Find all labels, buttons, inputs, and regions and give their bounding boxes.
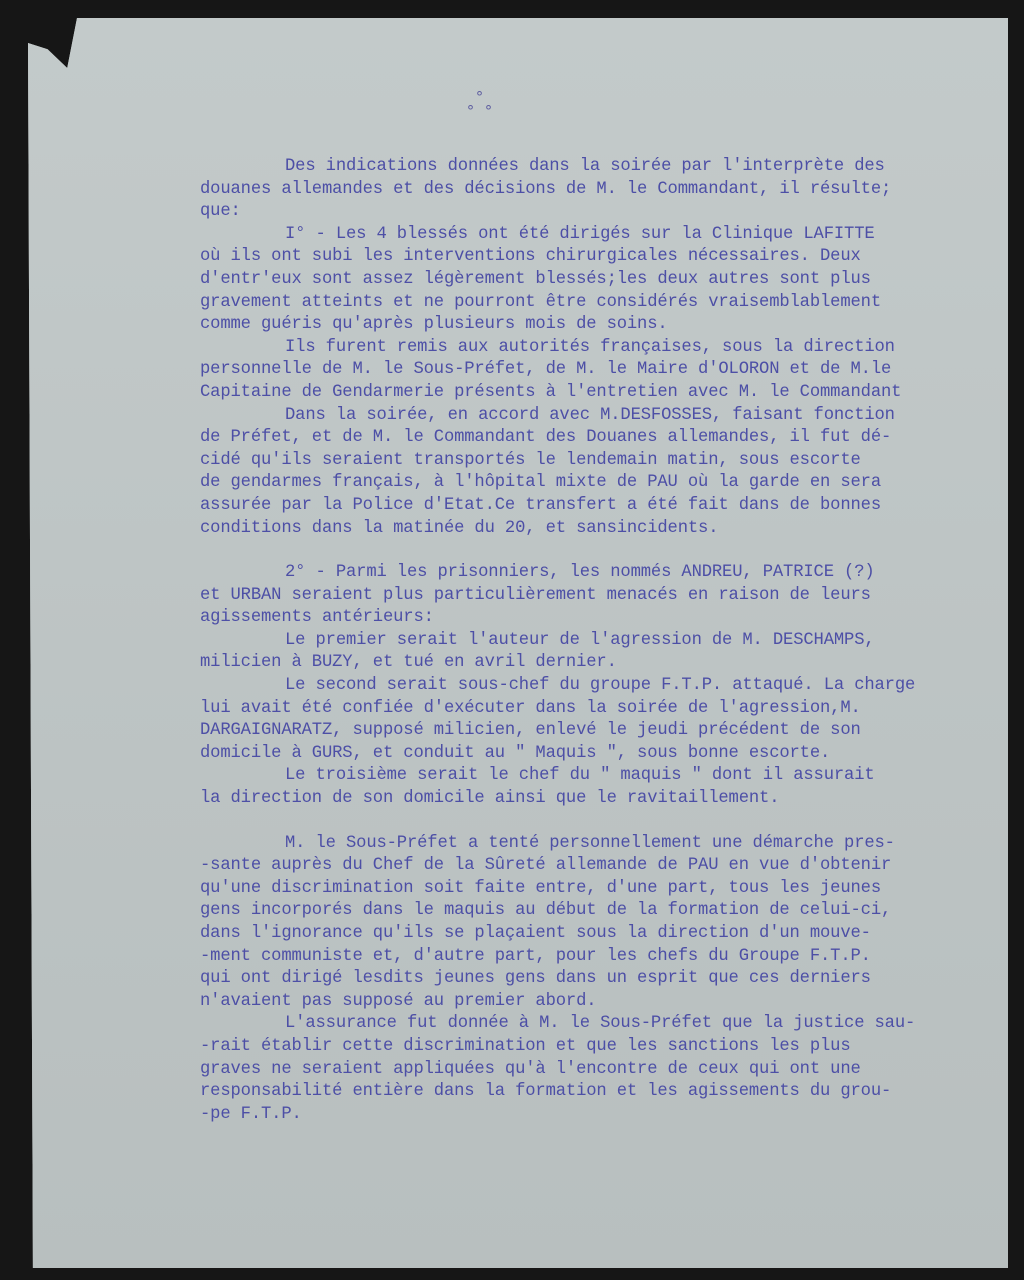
text-line: -rait établir cette discrimination et que les sanctions les plus [200,1036,851,1056]
text-line: Dans la soirée, en accord avec M.DESFOSSES, faisant fonction [285,405,895,425]
text-line: la direction de son domicile ainsi que le ravitaillement. [200,789,780,809]
text-line: de Préfet, et de M. le Commandant des Douanes allemandes, il fut dé- [200,428,892,448]
text-line: d'entr'eux sont assez légèrement blessés;les deux autres sont plus [200,269,871,289]
text-line: dans l'ignorance qu'ils se plaçaient sous la direction d'un mouve- [200,924,871,943]
paragraph [200,224,1010,337]
text-line: conditions dans la matinée du 20, et sansincidents. [200,518,719,538]
paragraph [200,833,1010,1014]
text-line: gens incorporés dans le maquis au début de la formation de celui-ci, [200,901,892,921]
text-line: Des indications données dans la soirée par l'interprète des [285,157,885,176]
paragraph [200,562,1010,630]
text-line: DARGAIGNARATZ, supposé milicien, enlevé le jeudi précédent de son [200,721,861,741]
paragraph [200,630,1010,675]
text-line: -sante auprès du Chef de la Sûreté allemande de PAU en vue d'obtenir [200,856,892,876]
text-line: douanes allemandes et des décisions de M. le Commandant, il résulte; [200,179,892,199]
paragraph [200,765,1010,810]
text-line: qu'une discrimination soit faite entre, d'une part, tous les jeunes [200,878,882,898]
text-line: graves ne seraient appliquées qu'à l'encontre de ceux qui ont une [200,1059,861,1079]
text-line: assurée par la Police d'Etat.Ce transfert a été fait dans de bonnes [200,495,882,515]
ornament-top: ° [475,88,485,106]
text-line: Ils furent remis aux autorités françaises, sous la direction [285,337,895,357]
text-line: où ils ont subi les interventions chirurgicales nécessaires. Deux [200,247,861,267]
paragraph [200,337,1010,405]
text-line: milicien à BUZY, et tué en avril dernier. [200,653,617,673]
text-line: comme guéris qu'après plusieurs mois de soins. [200,315,668,335]
text-line: L'assurance fut donnée à M. le Sous-Préfet que la justice sau- [285,1014,916,1034]
page-ornament [466,90,493,118]
text-line: cidé qu'ils seraient transportés le lendemain matin, sous escorte [200,450,861,470]
text-line: Le troisième serait le chef du " maquis " dont il assurait [285,766,875,786]
text-line: 2° - Parmi les prisonniers, les nommés ANDREU, PATRICE (?) [285,563,875,583]
text-line: Le second serait sous-chef du groupe F.T.P. attaqué. La charge [285,676,916,696]
text-line: -ment communiste et, d'autre part, pour les chefs du Groupe F.T.P. [200,946,871,966]
document-body [200,156,1010,1126]
text-line: de gendarmes français, à l'hôpital mixte de PAU où la garde en sera [200,473,882,493]
text-line: agissements antérieurs: [200,608,434,628]
text-line: gravement atteints et ne pourront être considérés vraisemblablement [200,292,882,312]
paragraph [200,405,1010,541]
text-line: que: [200,202,241,222]
text-line: I° - Les 4 blessés ont été dirigés sur la Clinique LAFITTE [285,224,875,244]
ornament-bottom: ° ° [466,102,494,120]
paragraph [200,156,1010,224]
text-line: et URBAN seraient plus particulièrement menacés en raison de leurs [200,585,871,605]
text-line: M. le Sous-Préfet a tenté personnellement une démarche pres- [285,833,895,853]
text-line: lui avait été confiée d'exécuter dans la soirée de l'agression,M. [200,698,861,718]
text-line: personnelle de M. le Sous-Préfet, de M. le Maire d'OLORON et de M.le [200,360,892,380]
text-line: Capitaine de Gendarmerie présents à l'entretien avec M. le Commandant [200,382,902,402]
text-line: qui ont dirigé lesdits jeunes gens dans un esprit que ces derniers [200,969,871,989]
paragraph [200,1013,1010,1126]
text-line: -pe F.T.P. [200,1104,302,1124]
paragraph [200,675,1010,765]
text-line: domicile à GURS, et conduit au " Maquis ", sous bonne escorte. [200,743,831,763]
text-line: Le premier serait l'auteur de l'agression de M. DESCHAMPS, [285,630,875,650]
text-line: n'avaient pas supposé au premier abord. [200,991,597,1011]
text-line: responsabilité entière dans la formation et les agissements du grou- [200,1082,892,1102]
paragraph-gap [200,540,1010,562]
paragraph-gap [200,811,1010,833]
